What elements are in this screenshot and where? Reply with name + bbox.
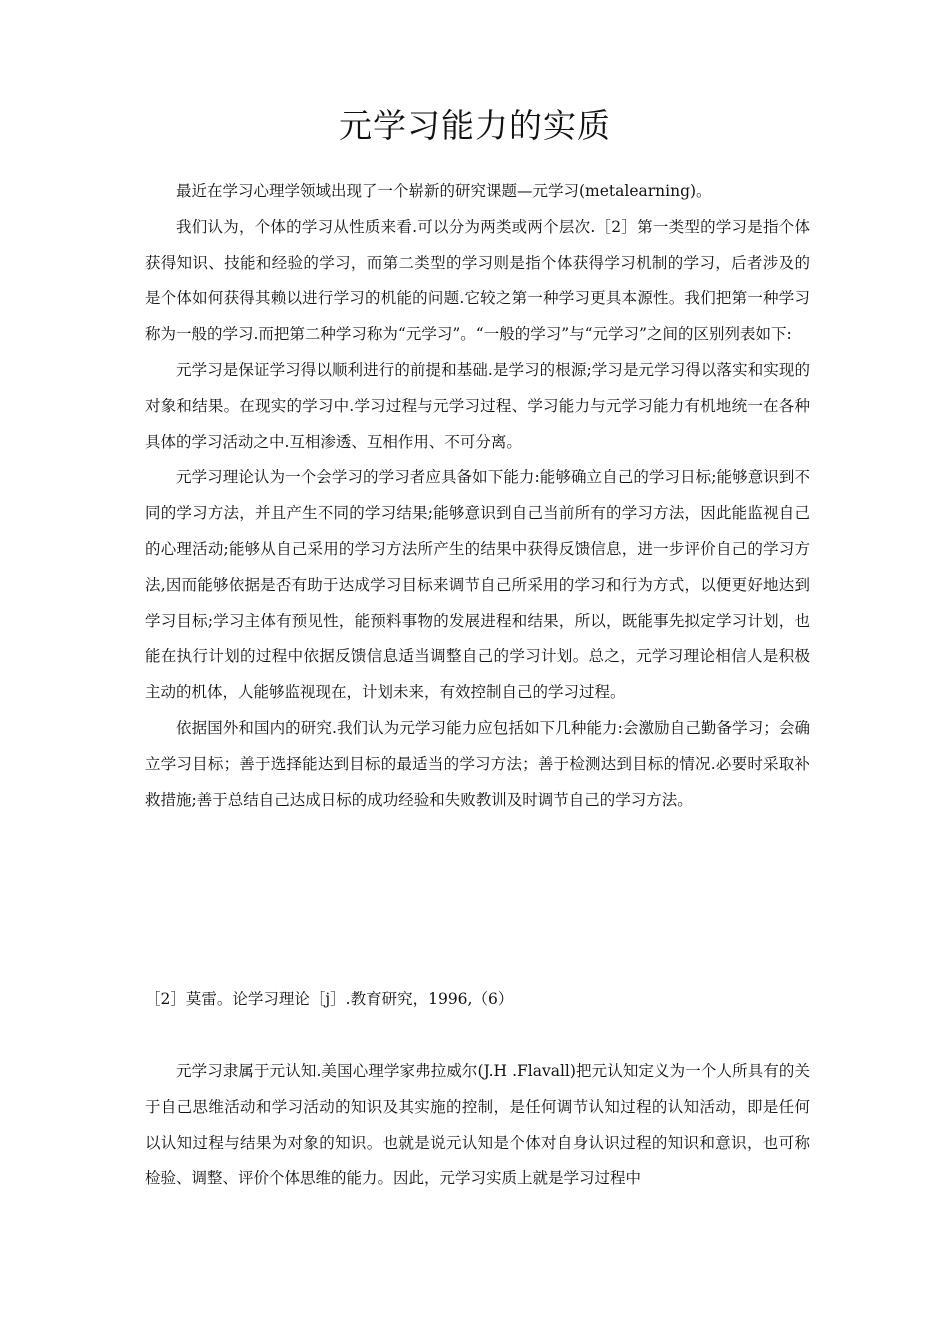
body-text — [145, 174, 810, 818]
paragraph-relationship: 元学习是保证学习得以顺利进行的前提和基础.是学习的根源;学习是元学习得以落实和实现的对象和结果。在现实的学习中.学习过程与元学习过程、学习能力与元学习能力有机地统一在各种具体的学习活动之中.互相渗透、互相作用、不可分离。 — [145, 360, 810, 451]
paragraph-conclusion: 依据国外和国内的研究.我们认为元学习能力应包括如下几种能力:会激励自己勤备学习；会确立学习目标；善于选择能达到目标的最适当的学习方法；善于检测达到目标的情况.必要时采取补救措施;善于总结自己达成日标的成功经验和失败教训及时调节自己的学习方法。 — [145, 718, 810, 809]
reference-note: ［2］莫雷。论学习理论［j］.教育研究，1996,（6） — [145, 990, 514, 1008]
paragraph-abilities: 元学习理论认为一个会学习的学习者应具备如下能力:能够确立自己的学习日标;能够意识到不同的学习方法，并且产生不同的学习结果;能够意识到自己当前所有的学习方法，因此能监视自己的心理活动;能够从自己采用的学习方法所产生的结果中获得反馈信息，进一步评价自己的学习方法,因而能够依据是否有助于达成学习目标来调节自己所采用的学习和行为方式，以便更好地达到学习目标;学习主体有预见性，能预料事物的发展进程和结果，所以，既能事先拟定学习计划，也能在执行计划的过程中依据反馈信息适当调整自己的学习计划。总之，元学习理论相信人是积极主动的机体，人能够监视现在，计划未来，有效控制自己的学习过程。 — [145, 468, 810, 702]
paragraph-metacognition: 元学习隶属于元认知.美国心理学家弗拉威尔(J.H .Flavall)把元认知定义为一个人所具有的关于自己思维活动和学习活动的知识及其实施的控制，是任何调节认知过程的认知活动，即是任何以认知过程与结果为对象的知识。也就是说元认知是个体对自身认识过程的知识和意识，也可称检验、调整、评价个体思维的能力。因此，元学习实质上就是学习过程中 — [145, 1062, 810, 1188]
paragraph-two-types: 我们认为，个体的学习从性质来看.可以分为两类或两个层次.［2］第一类型的学习是指个体获得知识、技能和经验的学习，而第二类型的学习则是指个体获得学习机制的学习，后者涉及的是个体如何获得其赖以进行学习的机能的问题.它较之第一种学习更具本源性。我们把第一种学习称为一般的学习.而把第二种学习称为“元学习”。“一般的学习”与“元学习”之间的区别列表如下: — [145, 217, 810, 344]
page-title: 元学习能力的实质 — [339, 106, 611, 145]
body-text-continued — [145, 1054, 810, 1197]
paragraph-intro: 最近在学习心理学领域出现了一个崭新的研究课题—元学习(metalearning)。 — [176, 182, 712, 200]
